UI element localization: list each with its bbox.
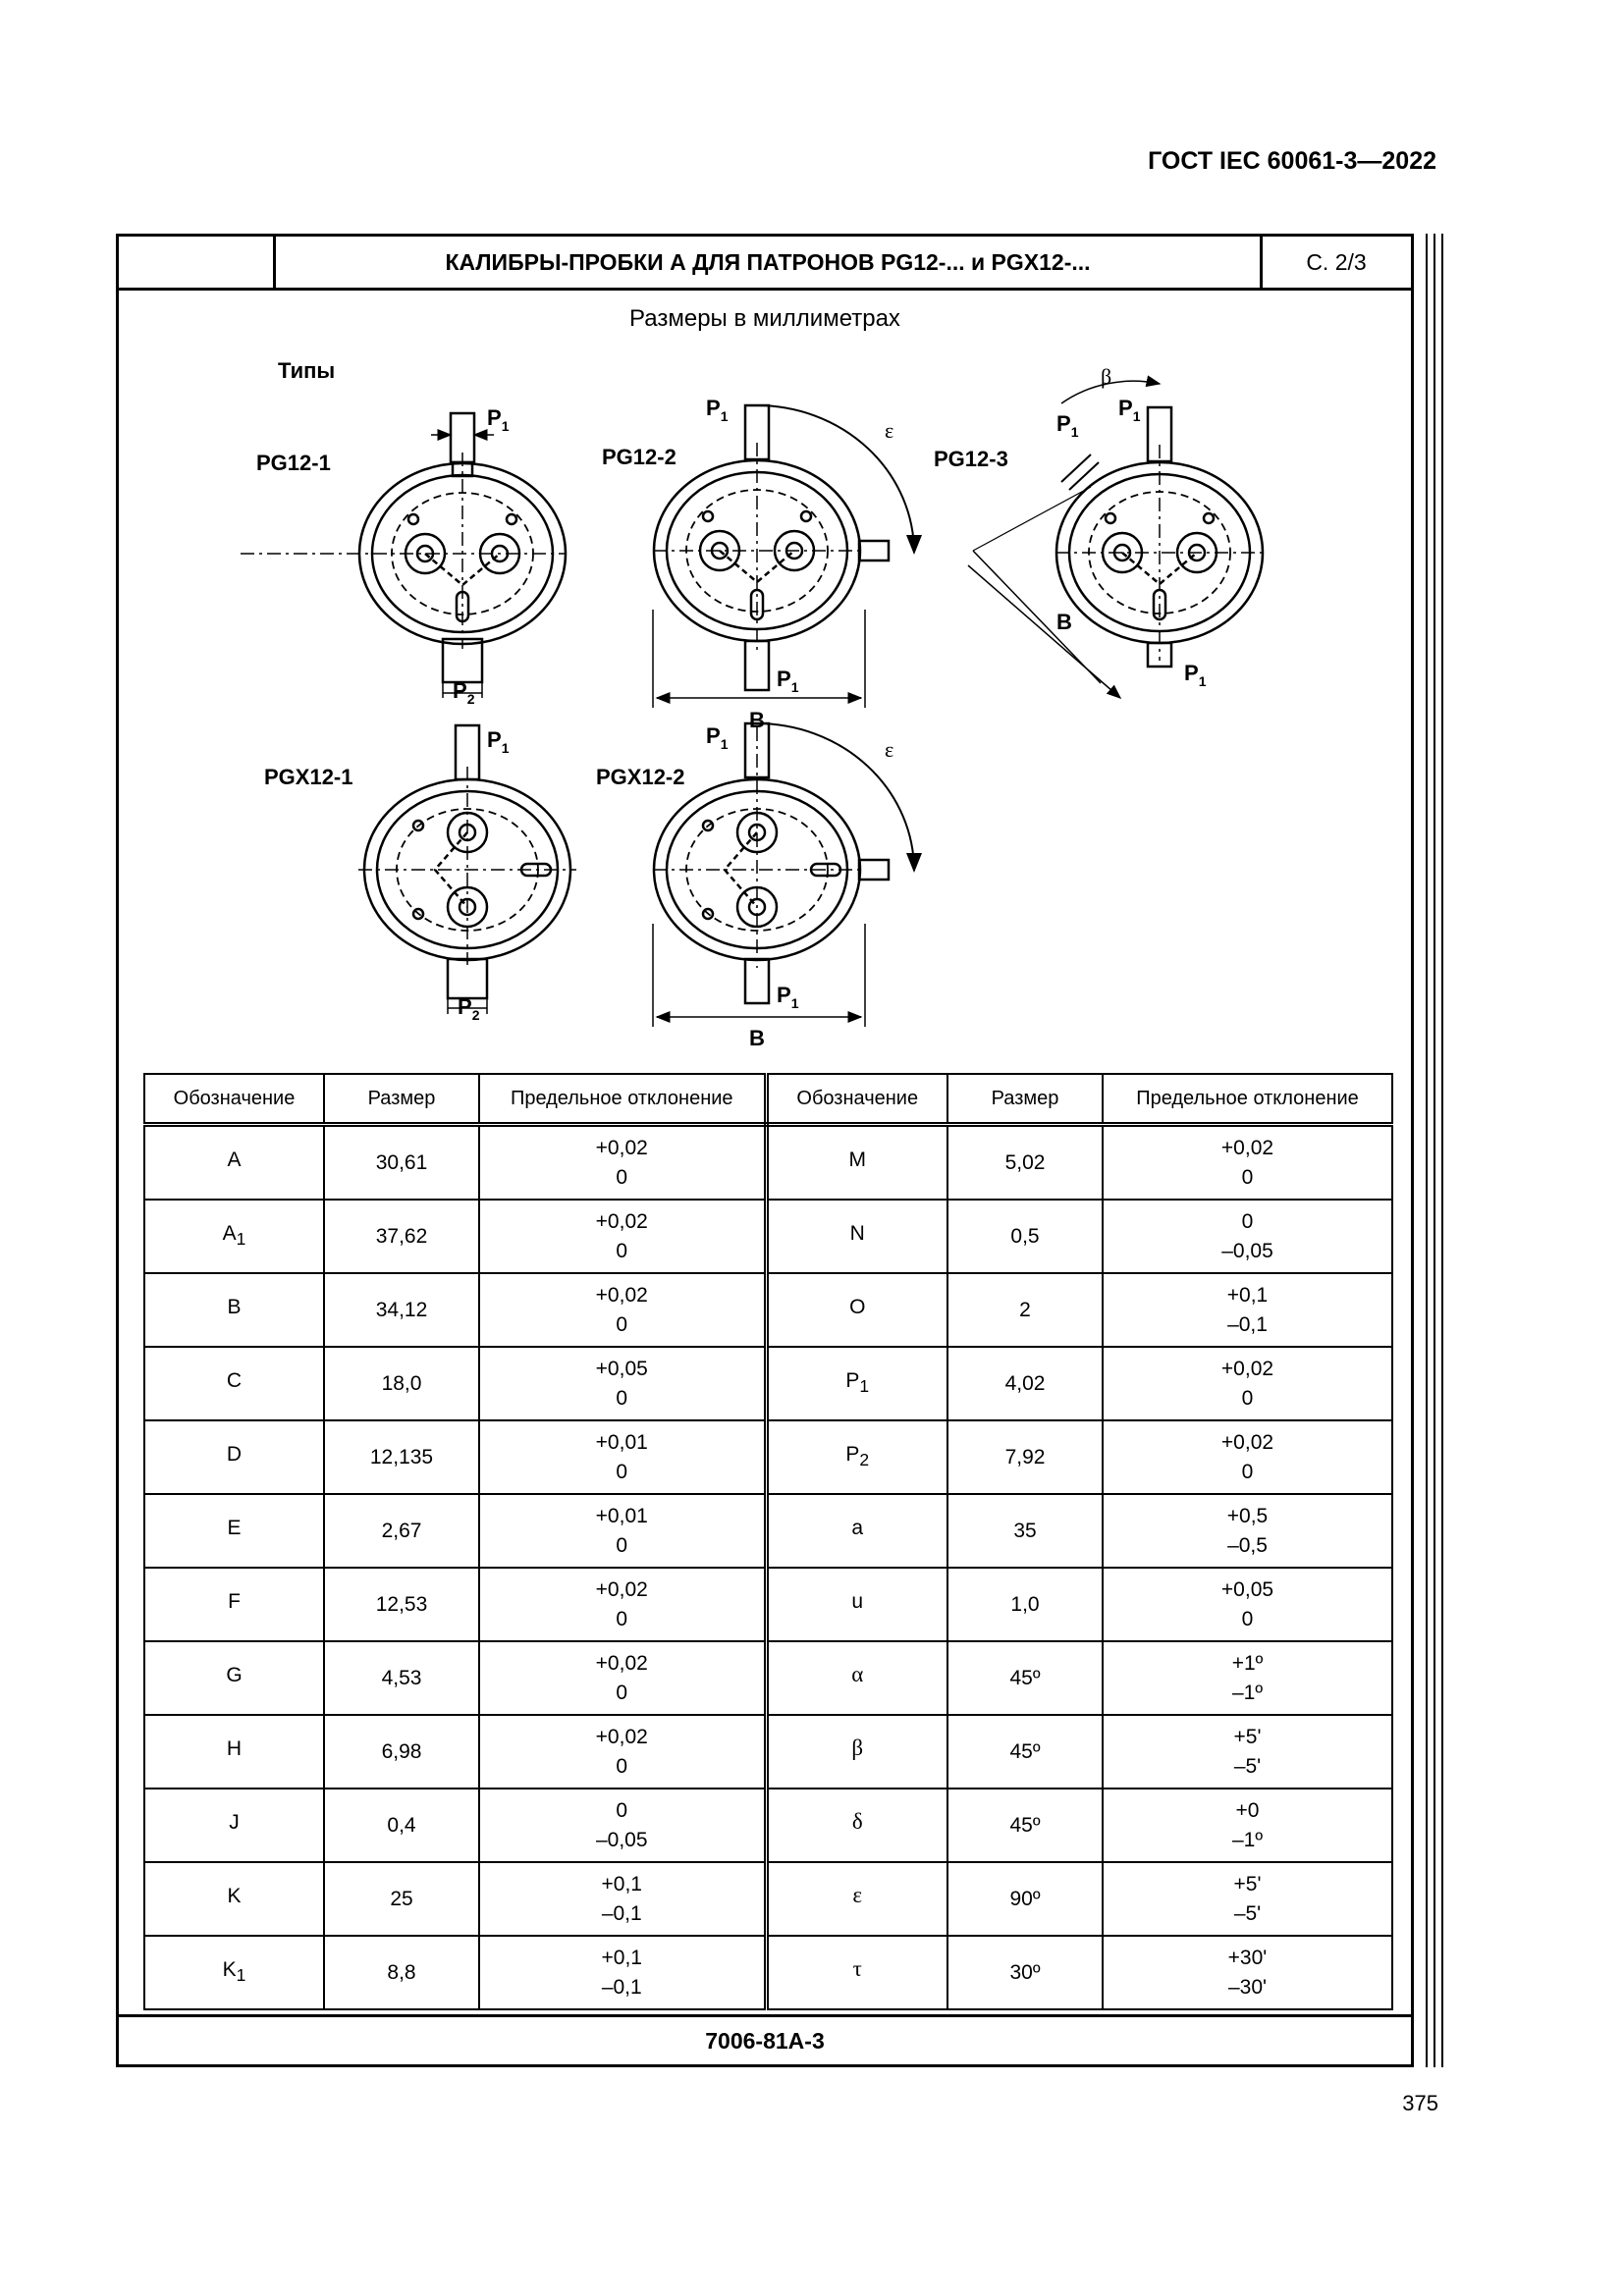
dim-p1-label: $P_1$ bbox=[706, 396, 729, 424]
margin-line bbox=[1426, 234, 1428, 2067]
tolerance-cell: +0,02 0 bbox=[479, 1125, 766, 1201]
tolerance-cell: +0,1 –0,1 bbox=[479, 1936, 766, 2009]
table-row bbox=[144, 1568, 1392, 1641]
dim-b-label: B bbox=[1056, 610, 1072, 634]
page-number: 375 bbox=[1402, 2091, 1438, 2115]
dim-b-label: B bbox=[749, 708, 765, 732]
tolerance-cell: 0 –0,05 bbox=[479, 1789, 766, 1862]
tolerance-cell: +0,1 –0,1 bbox=[479, 1862, 766, 1936]
col-header-size: Размер bbox=[947, 1074, 1103, 1125]
designation-cell: β bbox=[766, 1715, 947, 1789]
tolerance-cell: +0,02 0 bbox=[479, 1200, 766, 1273]
tolerance-cell: +30' –30' bbox=[1103, 1936, 1392, 2009]
table-row bbox=[144, 1273, 1392, 1347]
size-cell: 0,5 bbox=[947, 1200, 1103, 1273]
size-cell: 45º bbox=[947, 1715, 1103, 1789]
types-label: Типы bbox=[278, 358, 336, 383]
size-cell: 25 bbox=[324, 1862, 479, 1936]
designation-cell: A bbox=[144, 1125, 324, 1201]
units-note: Размеры в миллиметрах bbox=[629, 305, 900, 332]
designation-cell: u bbox=[766, 1568, 947, 1641]
size-cell: 2 bbox=[947, 1273, 1103, 1347]
table-row bbox=[144, 1862, 1392, 1936]
tolerance-cell: +0,1 –0,1 bbox=[1103, 1273, 1392, 1347]
standard-designation: ГОСТ IEC 60061-3—2022 bbox=[1148, 147, 1436, 175]
size-cell: 35 bbox=[947, 1494, 1103, 1568]
designation-cell: $P_1$ bbox=[766, 1347, 947, 1420]
type-label-pgx12-1: PGX12-1 bbox=[264, 765, 353, 789]
designation-cell: $P_2$ bbox=[766, 1420, 947, 1494]
size-cell: 37,62 bbox=[324, 1200, 479, 1273]
col-header-designation: Обозначение bbox=[144, 1074, 324, 1125]
gauge-drawings bbox=[119, 237, 1411, 1061]
tolerance-cell: +0,02 0 bbox=[1103, 1420, 1392, 1494]
tolerance-cell: +1º –1º bbox=[1103, 1641, 1392, 1715]
margin-line bbox=[1434, 234, 1435, 2067]
size-cell: 4,53 bbox=[324, 1641, 479, 1715]
size-cell: 5,02 bbox=[947, 1125, 1103, 1201]
size-cell: 1,0 bbox=[947, 1568, 1103, 1641]
dim-p2-label: $P_2$ bbox=[453, 678, 475, 707]
dim-epsilon-label: ε bbox=[885, 737, 894, 762]
designation-cell: F bbox=[144, 1568, 324, 1641]
table-row bbox=[144, 1494, 1392, 1568]
gauge-pg12-3 bbox=[968, 381, 1264, 698]
size-cell: 45º bbox=[947, 1641, 1103, 1715]
size-cell: 34,12 bbox=[324, 1273, 479, 1347]
designation-cell: B bbox=[144, 1273, 324, 1347]
margin-line bbox=[1441, 234, 1443, 2067]
table-row bbox=[144, 1936, 1392, 2009]
dim-p1-label: $P_1$ bbox=[487, 727, 510, 756]
tolerance-cell: +0,02 0 bbox=[479, 1568, 766, 1641]
size-cell: 8,8 bbox=[324, 1936, 479, 2009]
designation-cell: τ bbox=[766, 1936, 947, 2009]
size-cell: 45º bbox=[947, 1789, 1103, 1862]
tolerance-cell: +0,05 0 bbox=[479, 1347, 766, 1420]
size-cell: 30,61 bbox=[324, 1125, 479, 1201]
size-cell: 12,53 bbox=[324, 1568, 479, 1641]
type-label-pgx12-2: PGX12-2 bbox=[596, 765, 685, 789]
gauge-pg12-2 bbox=[653, 405, 914, 708]
col-header-tolerance: Предельное отклонение bbox=[479, 1074, 766, 1125]
tolerance-cell: +5' –5' bbox=[1103, 1862, 1392, 1936]
size-cell: 2,67 bbox=[324, 1494, 479, 1568]
gauge-pgx12-1 bbox=[358, 725, 576, 1014]
size-cell: 18,0 bbox=[324, 1347, 479, 1420]
table-row bbox=[144, 1420, 1392, 1494]
dimensions-table bbox=[143, 1073, 1393, 2010]
table-header-row bbox=[144, 1074, 1392, 1125]
gauge-pgx12-2 bbox=[653, 723, 914, 1027]
dim-p1-label: $P_1$ bbox=[706, 723, 729, 752]
tolerance-cell: +0,02 0 bbox=[1103, 1347, 1392, 1420]
dim-beta-label: β bbox=[1101, 364, 1112, 389]
designation-cell: H bbox=[144, 1715, 324, 1789]
designation-cell: $K_1$ bbox=[144, 1936, 324, 2009]
designation-cell: M bbox=[766, 1125, 947, 1201]
designation-cell: K bbox=[144, 1862, 324, 1936]
designation-cell: O bbox=[766, 1273, 947, 1347]
table-row bbox=[144, 1347, 1392, 1420]
dim-p1-label: $P_1$ bbox=[1118, 396, 1141, 424]
dim-p1-label: $P_1$ bbox=[1056, 411, 1079, 440]
type-label-pg12-2: PG12-2 bbox=[602, 445, 676, 469]
dim-p1-label: $P_1$ bbox=[777, 983, 799, 1011]
designation-cell: N bbox=[766, 1200, 947, 1273]
tolerance-cell: +0,5 –0,5 bbox=[1103, 1494, 1392, 1568]
tolerance-cell: 0 –0,05 bbox=[1103, 1200, 1392, 1273]
dim-p1-label: $P_1$ bbox=[1184, 661, 1207, 689]
table-row bbox=[144, 1789, 1392, 1862]
dim-p1-label: $P_1$ bbox=[777, 667, 799, 695]
designation-cell: G bbox=[144, 1641, 324, 1715]
designation-cell: E bbox=[144, 1494, 324, 1568]
size-cell: 12,135 bbox=[324, 1420, 479, 1494]
dim-p2-label: $P_2$ bbox=[458, 994, 480, 1023]
dim-b-label: B bbox=[749, 1026, 765, 1050]
col-header-designation: Обозначение bbox=[766, 1074, 947, 1125]
designation-cell: a bbox=[766, 1494, 947, 1568]
dim-epsilon-label: ε bbox=[885, 418, 894, 443]
table-row bbox=[144, 1641, 1392, 1715]
size-cell: 0,4 bbox=[324, 1789, 479, 1862]
designation-cell: D bbox=[144, 1420, 324, 1494]
table-row bbox=[144, 1715, 1392, 1789]
sheet-number: С. 2/3 bbox=[1306, 249, 1367, 275]
designation-cell: δ bbox=[766, 1789, 947, 1862]
dim-p1-label: $P_1$ bbox=[487, 405, 510, 434]
size-cell: 7,92 bbox=[947, 1420, 1103, 1494]
gauge-pg12-1 bbox=[241, 413, 567, 698]
size-cell: 30º bbox=[947, 1936, 1103, 2009]
table-row bbox=[144, 1200, 1392, 1273]
size-cell: 4,02 bbox=[947, 1347, 1103, 1420]
col-header-size: Размер bbox=[324, 1074, 479, 1125]
tolerance-cell: +0,02 0 bbox=[479, 1273, 766, 1347]
tolerance-cell: +0,05 0 bbox=[1103, 1568, 1392, 1641]
designation-cell: C bbox=[144, 1347, 324, 1420]
table-row bbox=[144, 1125, 1392, 1201]
size-cell: 6,98 bbox=[324, 1715, 479, 1789]
drawing-sheet-frame bbox=[116, 234, 1414, 2067]
tolerance-cell: +0,02 0 bbox=[479, 1715, 766, 1789]
drawing-code: 7006-81A-3 bbox=[119, 2014, 1411, 2064]
designation-cell: ε bbox=[766, 1862, 947, 1936]
tolerance-cell: +0,01 0 bbox=[479, 1494, 766, 1568]
designation-cell: J bbox=[144, 1789, 324, 1862]
tolerance-cell: +0,02 0 bbox=[1103, 1125, 1392, 1201]
tolerance-cell: +0,01 0 bbox=[479, 1420, 766, 1494]
tolerance-cell: +5' –5' bbox=[1103, 1715, 1392, 1789]
tolerance-cell: +0 –1º bbox=[1103, 1789, 1392, 1862]
designation-cell: $A_1$ bbox=[144, 1200, 324, 1273]
type-label-pg12-1: PG12-1 bbox=[256, 451, 331, 475]
sheet-title: КАЛИБРЫ-ПРОБКИ А ДЛЯ ПАТРОНОВ PG12-... и PGX12-... bbox=[276, 237, 1263, 288]
size-cell: 90º bbox=[947, 1862, 1103, 1936]
col-header-tolerance: Предельное отклонение bbox=[1103, 1074, 1392, 1125]
tolerance-cell: +0,02 0 bbox=[479, 1641, 766, 1715]
type-label-pg12-3: PG12-3 bbox=[934, 447, 1008, 471]
designation-cell: α bbox=[766, 1641, 947, 1715]
